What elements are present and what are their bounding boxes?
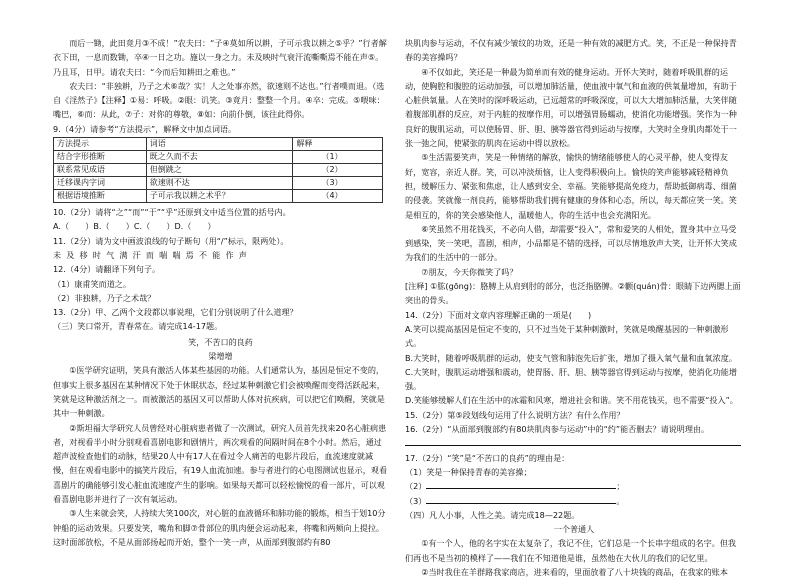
article-title: 笑，不苦口的良药 bbox=[188, 336, 253, 347]
table-cell: （4） bbox=[293, 190, 383, 203]
question-14-option: C.大笑时，腹肌运动增强和震动，使胃肠、肝、胆、胰等器官得到运动与按摩，使消化功能增强。 bbox=[405, 366, 737, 392]
table-cell: 结合字形推断 bbox=[54, 151, 147, 164]
question-14-option: A.笑可以提高基因是恒定不变的，只不过当处于某种刺激时，笑就是唤醒基因的一种刺激形式。 bbox=[405, 323, 729, 349]
article-paragraph: ④不仅如此，笑还是一种最为简单而有效的健身运动。开怀大笑时，随着呼吸肌群的运动，使胸腔和腹腔的运动加强，可以增加肺活量，使血液中氧气和血液的供氧量增加，有助于心脏供氧量。人在笑时的深呼吸运动，已远超常的呼吸深度，可以大大增加肺活量，大笑伴随着腹部肌群的反应，对于内脏的按摩作用，可以增强胃肠蠕动，使消化功能增强。笑作为一种良好的腹肌运动，可以使肠胃、肝、胆、胰等器官得到运动与按摩，大笑时全身肌肉都处于一张一弛之间，使紧张的肌肉在运动中得以放松。 bbox=[405, 66, 737, 149]
table-header-cell: 解释 bbox=[293, 138, 383, 151]
table-cell: 既之久而不去 bbox=[146, 151, 293, 164]
question-12-item: （2）非独耕，乃子之术哉？ bbox=[53, 292, 156, 303]
answer-blank[interactable] bbox=[426, 494, 616, 504]
passage-paragraph: 而后一锄，此田竟月③不成！”农夫曰：“子④莫如所以耕，子可示我以耕之⑤乎？”行者解衣下田，一息而数锄，卒④一日之功。施以一身之力。未及映时气衰汗流嘶嘶焉不能在声⑤。乃且耳，日甲。请农夫曰：“今而后知耕田之难也。” bbox=[53, 38, 387, 77]
method-table bbox=[53, 137, 383, 203]
annotation: [注释] ①肱(gōng)：胳膊上从肩到肘的部分，也泛指胳膊。②颧(quán)骨：眼睛下边两腮上面突出的骨头。 bbox=[405, 281, 741, 306]
answer-line[interactable] bbox=[405, 436, 743, 450]
question-17-item: （2） ； bbox=[405, 481, 625, 492]
table-cell: 欲速则不达 bbox=[146, 177, 293, 190]
question-9: 9.（4分）请参考“方法提示”，解释文中加点词语。 bbox=[53, 123, 237, 134]
question-17-item: （1）笑是一种保持青春的美容操； bbox=[405, 466, 532, 477]
question-10-options: A.（ ）B.（ ）C.（ ）D.（ ） bbox=[53, 221, 216, 232]
article-paragraph: ②当时我住在羊群路我家商店，进来看的，里面放着了八十块钱的商品，在我家的账本 bbox=[421, 566, 728, 577]
article-paragraph: ⑥笑虽然不用花钱买，不必向人借，却需要“投入”，常和爱笑的人相处，置身其中立马受到感染，笑一笑吧，喜剧，相声，小品都是不错的选择，可以尽情地放声大笑，让开怀大笑成为我们的生活中的一部分。 bbox=[405, 223, 737, 263]
question-11: 11.（2分）请为文中画波浪线的句子断句（用“/”标示，限两处）。 bbox=[53, 235, 289, 246]
right-column bbox=[405, 36, 743, 579]
question-14-option: D.笑能够缓解人们在生活中的冰霜和风寒，增进社会和谐。笑不用花钱买，也不需要“投入”。 bbox=[405, 395, 738, 406]
table-row bbox=[54, 164, 383, 177]
table-row bbox=[54, 190, 383, 203]
table-cell: 迁移课内字词 bbox=[54, 177, 147, 190]
question-14: 14.（2分）下面对文章内容理解正确的一项是( ) bbox=[405, 309, 592, 320]
table-cell: （1） bbox=[293, 151, 383, 164]
table-cell: 子可示我以耕之术乎？ bbox=[146, 190, 293, 203]
table-cell: 但倒跳之 bbox=[146, 164, 293, 177]
question-16: 16.（2分）“从面部到腹部约有80块肌肉参与运动”中的“约”能否删去？请说明理由。 bbox=[405, 424, 710, 435]
article-paragraph: 块肌肉参与运动，不仅有减少皱纹的功效，还是一种有效的减肥方式。笑，不正是一种保持青春的美容操吗？ bbox=[405, 38, 737, 63]
article-paragraph: ⑤生活需要笑声，笑是一种情绪的解放，愉快的情绪能够使人的心灵平静，使人变得友好，宽容，亲近人群。笑，可以冲淡烦恼，让人变得积极向上。愉快的笑声能够减轻精神负担，缓解压力、紧张和焦虑，让人感到安全、幸福。笑能够提高免疫力，帮助抵御病毒、细菌的侵袭。笑就像一剂良药，能够帮助我们拥有健康的身体和心态，所以，每天都应笑一笑。笑是相互的，你的笑会感染他人，温暖他人，你的生活中也会充满阳光。 bbox=[405, 152, 737, 220]
article-author: 梁增增 bbox=[208, 351, 233, 362]
question-12: 12.（4分）请翻译下列句子。 bbox=[53, 264, 161, 275]
table-header-row bbox=[54, 138, 383, 151]
question-11-sentence: 未 及 移 时 气 满 汗 而 喘 喘 焉 不 能 作 声 bbox=[53, 249, 249, 260]
section-heading: （四）凡人小事，人性之美。请完成18—22题。 bbox=[405, 509, 580, 520]
question-10: 10.（2分）请将“之”“而”“于”“乎”还原到文中适当位置的括号内。 bbox=[53, 207, 291, 218]
answer-blank[interactable] bbox=[426, 479, 616, 489]
table-row bbox=[54, 177, 383, 190]
passage-paragraph: 农夫曰：“非独耕，乃子之术⑥哉？实！人之处事亦然，欲速则不达也。”行者噗而退。（选自《淫然子》【注释】①易：呼吸。②眼：讥笑。③竟月：整整一个月。④卒：完成。⑤喂味：嘴巴，⑥而：从此，⑦子：对你的尊敬，⑧如：向前仆倒，该往此得你。 bbox=[53, 80, 385, 120]
article-paragraph: ⑦朋友，今天你微笑了吗？ bbox=[421, 266, 518, 277]
question-14-option: B.大笑时，随着呼吸肌群的运动，使支气管和肺泡先后扩张，增加了摄入氧气量和血氧浓度。 bbox=[405, 352, 737, 363]
question-12-item: （1）康甫笑而道之。 bbox=[53, 278, 131, 289]
article-paragraph: ②斯坦福大学研究人员曾经对心脏病患者做了一次测试，研究人员首先找来20名心脏病患者，对视看半小时分别观看喜剧电影和剧情片，两次观看的间隔时间在8个小时。然后，通过超声波检查他们的动脉，结果20人中有17人在看过令人痛苦的电影片段后，血流速度就减慢，但在观看电影中的搞笑片段后，有19人血流加速。参与者进行的心电图测试也显示，观看喜剧片的确能够引发心脏血流速度产生的影响。如果每天都可以轻松愉悦的看一部片，可以观看喜剧电影并进行了一次有氧运动。 bbox=[53, 422, 388, 505]
table-header-cell: 词语 bbox=[146, 138, 293, 151]
question-17-item: （3） 。 bbox=[405, 495, 625, 506]
article-title: 一个普通人 bbox=[553, 524, 595, 535]
article-paragraph: ①医学研究证明，笑具有激活人体某些基因的功能。人们通常认为，基因是恒定不变的，但事实上很多基因在某种情况下处于休眠状态，经过某种刺激它们会被唤醒而变得活跃起来，笑就是这种激活剂之一。而被激活的基因又可以帮助人体对抗疾病，可以把它们唤醒，笑就是其中一种刺激。 bbox=[53, 365, 385, 419]
section-heading: （三）笑口常开，青春常在。请完成14-17题。 bbox=[53, 321, 223, 332]
table-cell: 联系常见成语 bbox=[54, 164, 147, 177]
question-13: 13.（2分）甲、乙两个文段都以事说理，它们分别说明了什么道理？ bbox=[53, 307, 298, 318]
left-column bbox=[53, 36, 388, 549]
article-paragraph: ①有一个人，他的名字实在太复杂了，我记不住，它们总是一个长串字组成的名字。但我们再也不是当初的模样了——我们在不知道他是谁，虽然他在大伙儿的我们的记忆里。 bbox=[405, 538, 737, 563]
table-cell: （3） bbox=[293, 177, 383, 190]
table-cell: 根据语境推断 bbox=[54, 190, 147, 203]
article-paragraph: ③人生来就会笑，人持续大笑100次，对心脏的血液循环和肺功能的锻炼，相当于划10分钟船的运动效果。只要发笑，嘴角和脚⑦骨部位的肌肉便会运动起来，将嘴和两颊向上提拉。这时面部放松，不是从面部扬起而开始，整个一笑一声，从面部到腹部约有80 bbox=[53, 508, 386, 547]
table-header-cell: 方法提示 bbox=[54, 138, 147, 151]
question-17: 17.（2分）“笑”是“不苦口的良药”的理由是： bbox=[405, 452, 570, 463]
table-cell: （2） bbox=[293, 164, 383, 177]
table-row bbox=[54, 151, 383, 164]
question-15: 15.（2分）第⑤段划线句运用了什么说明方法？有什么作用？ bbox=[405, 409, 625, 420]
